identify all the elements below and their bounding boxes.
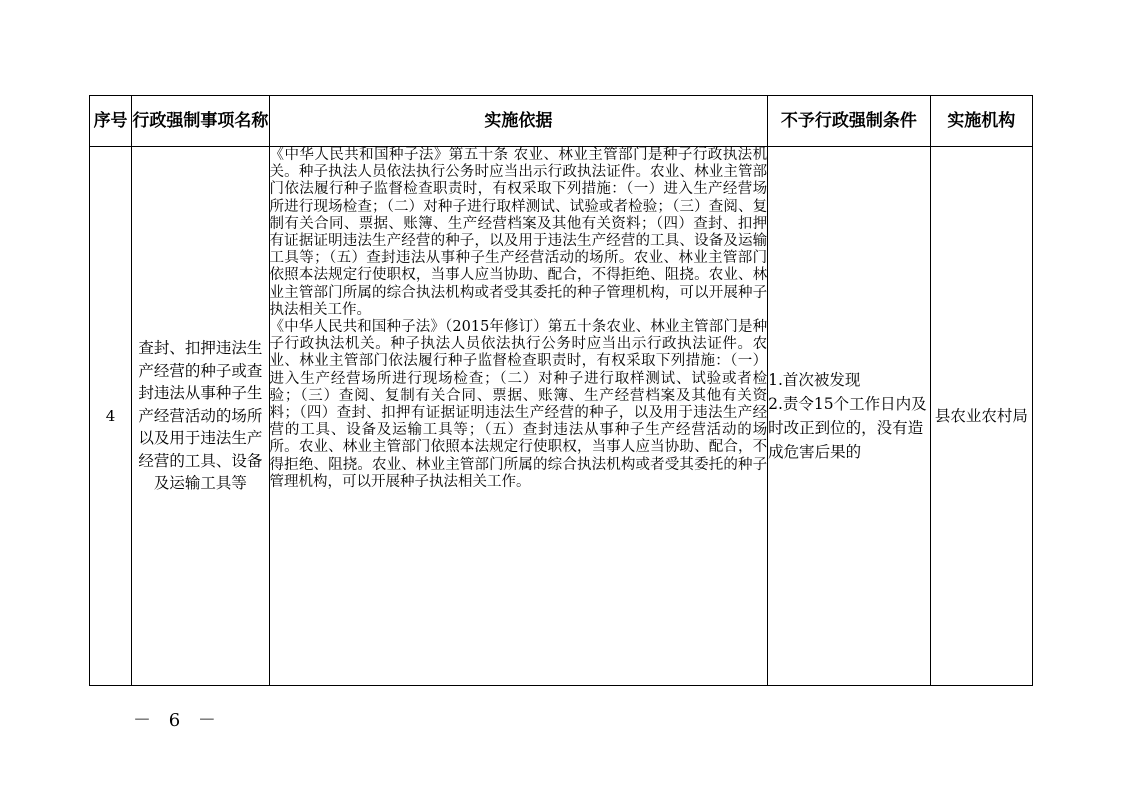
cell-item-name: 查封、扣押违法生产经营的种子或查封违法从事种子生产经营活动的场所以及用于违法生产经营的工具、设备及运输工具等	[132, 147, 269, 686]
condition-item: 2.责令15个工作日内及时改正到位的，没有造成危害后果的	[768, 395, 927, 461]
cell-serial-number: 4	[90, 147, 132, 686]
legal-basis-paragraph: 《中华人民共和国种子法》第五十条 农业、林业主管部门是种子行政执法机关。种子执法人员依法执行公务时应当出示行政执法证件。农业、林业主管部门依法履行种子监督检查职责时，有权采取下列措施：（一）进入生产经营场所进行现场检查；（二）对种子进行取样测试、试验或者检验；（三）查阅、复制有关合同、票据、账簿、生产经营档案及其他有关资料；（四）查封、扣押有证据证明违法生产经营的种子，以及用于违法生产经营的工具、设备及运输工具等；（五）查封违法从事种子生产经营活动的场所。农业、林业主管部门依照本法规定行使职权，当事人应当协助、配合，不得拒绝、阻挠。农业、林业主管部门所属的综合执法机构或者受其委托的种子管理机构，可以开展种子执法相关工作。	[269, 147, 768, 318]
cell-implementing-agency: 县农业农村局	[930, 147, 1032, 686]
table-header-row	[90, 96, 1033, 147]
cell-exemption-condition	[768, 147, 931, 686]
header-serial-number: 序号	[90, 96, 132, 147]
header-implementing-agency: 实施机构	[930, 96, 1032, 147]
header-item-name: 行政强制事项名称	[132, 96, 269, 147]
table-row	[90, 147, 1033, 686]
cell-legal-basis	[269, 147, 768, 686]
legal-basis-paragraph: 《中华人民共和国种子法》（2015年修订）第五十条农业、林业主管部门是种子行政执法机关。种子执法人员依法执行公务时应当出示行政执法证件。农业、林业主管部门依法履行种子监督检查职责时，有权采取下列措施：（一）进入生产经营场所进行现场检查；（二）对种子进行取样测试、试验或者检验；（三）查阅、复制有关合同、票据、账簿、生产经营档案及其他有关资料；（四）查封、扣押有证据证明违法生产经营的种子，以及用于违法生产经营的工具、设备及运输工具等；（五）查封违法从事种子生产经营活动的场所。农业、林业主管部门依照本法规定行使职权，当事人应当协助、配合，不得拒绝、阻挠。农业、林业主管部门所属的综合执法机构或者受其委托的种子管理机构，可以开展种子执法相关工作。	[269, 319, 768, 490]
page-number: － 6 －	[133, 710, 222, 731]
condition-item: 1.首次被发现	[768, 371, 861, 389]
header-legal-basis: 实施依据	[269, 96, 768, 147]
header-exemption-condition: 不予行政强制条件	[768, 96, 931, 147]
enforcement-table	[89, 95, 1033, 686]
